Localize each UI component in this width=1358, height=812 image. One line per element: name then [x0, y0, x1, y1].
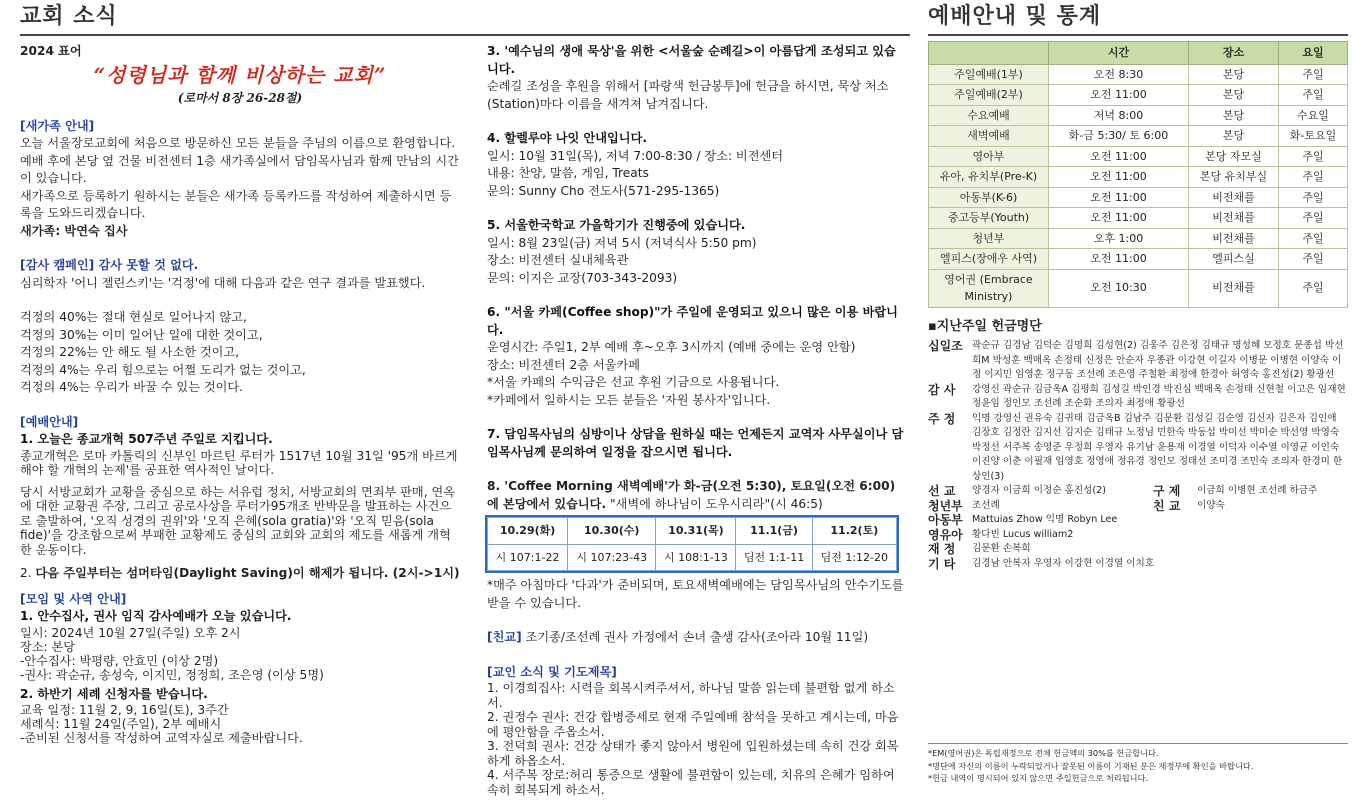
offering-names: 이양숙	[1197, 499, 1225, 511]
service-cell: 비전채플	[1189, 208, 1279, 229]
offering-label: 십일조	[928, 339, 963, 353]
service-cell: 오전 11:00	[1049, 85, 1189, 106]
service-cell: 저녁 8:00	[1049, 105, 1189, 126]
service-cell: 주일	[1279, 167, 1348, 188]
offering-row	[928, 542, 1348, 557]
daylight-notice: 2. 다음 주일부터는 섬머타임(Daylight Saving)이 해제가 됩니다. (2시->1시)	[20, 566, 460, 580]
schedule-header: 10.30(수)	[568, 518, 656, 545]
schedule-header: 11.2(토)	[812, 518, 896, 545]
service-table	[928, 41, 1348, 308]
offering-row	[928, 528, 1348, 543]
service-cell: 본당	[1189, 85, 1279, 106]
service-row	[929, 64, 1348, 85]
baptism-line: 교육 일정: 11월 2, 9, 16일(토), 3주간	[20, 703, 229, 717]
news-title: 교회 소식	[20, 4, 118, 29]
thanks-line: 걱정의 30%는 이미 일어난 일에 대한 것이고,	[20, 327, 263, 342]
schedule-header: 10.31(목)	[656, 518, 736, 545]
service-cell: 본당 유치부실	[1189, 167, 1279, 188]
schedule-cell: 시 108:1-13	[656, 544, 736, 571]
service-row	[929, 167, 1348, 188]
service-cell: 본당	[1189, 64, 1279, 85]
offering-names: 이금희 이병현 조선례 하금주	[1197, 485, 1318, 496]
motto-verse: (로마서 8장 26-28절)	[177, 91, 303, 105]
service-cell: 유아, 유치부(Pre-K)	[929, 167, 1049, 188]
newcomer-contact: 새가족: 박연숙 집사	[20, 223, 128, 238]
dawn-note: *매주 아침마다 '다과'가 준비되며, 토요새벽예배에는 담임목사님의 안수기도를 받을 수 있습니다.	[487, 578, 904, 610]
offering-row	[928, 339, 1348, 383]
service-header: 요일	[1279, 42, 1348, 65]
service-cell: 아동부(K-6)	[929, 187, 1049, 208]
service-row	[929, 126, 1348, 147]
offering-pair	[928, 484, 1348, 499]
pilgrimage-body: 순례길 조성을 후원을 위해서 [파랑색 헌금봉투]에 헌금을 하시면, 묵상 처소(Station)마다 이름을 새겨져 남겨집니다.	[487, 79, 889, 111]
service-cell: 주일	[1279, 64, 1348, 85]
service-row	[929, 85, 1348, 106]
schedule-cell: 딤전 1:1-11	[736, 544, 812, 571]
service-cell: 주일	[1279, 187, 1348, 208]
service-cell: 엘피스실	[1189, 249, 1279, 270]
service-row	[929, 187, 1348, 208]
offering-row	[928, 412, 1348, 485]
offering-names: 조선례	[972, 499, 1000, 511]
footnote: *EM(영어권)은 독립재정으로 전체 헌금액의 30%를 헌금합니다.	[928, 748, 1159, 758]
schedule-cell: 딤전 1:12-20	[812, 544, 896, 571]
dawn-schedule-table	[487, 517, 897, 571]
service-cell: 화-토요일	[1279, 126, 1348, 147]
offering-row	[928, 557, 1348, 572]
prayer-line: 1. 이경희집사: 시력을 회복시켜주셔서, 하나님 말씀 읽는데 불편함 없게 하소서.	[487, 681, 895, 710]
baptism-line: 세례식: 11월 24일(주일), 2부 예배시	[20, 717, 222, 731]
service-cell: 영아부	[929, 146, 1049, 167]
offering-names: 황다빈 Lucus william2	[972, 528, 1074, 540]
offering-pair	[928, 499, 1348, 514]
service-cell: 비전채플	[1189, 228, 1279, 249]
news-column-right	[487, 43, 905, 797]
service-cell: 오전 11:00	[1049, 249, 1189, 270]
service-row	[929, 228, 1348, 249]
thanks-line: 걱정의 4%는 우리 힘으로는 어쩔 도리가 없는 것이고,	[20, 362, 306, 377]
service-cell: 오전 11:00	[1049, 146, 1189, 167]
service-cell: 새벽예배	[929, 126, 1049, 147]
korean-school-line: 일시: 8월 23일(금) 저녁 5시 (저녁식사 5:50 pm)	[487, 235, 757, 250]
gathering-title: [모임 및 사역 안내]	[20, 591, 127, 606]
service-cell: 청년부	[929, 228, 1049, 249]
offering-label: 영유아	[928, 527, 963, 542]
offering-label: 친 교	[1153, 498, 1181, 513]
service-cell: 엘피스(장애우 사역)	[929, 249, 1049, 270]
pilgrimage-title: 3. '예수님의 생애 묵상'을 위한 <서울숲 순례길>이 아름답게 조성되고 있습니다.	[487, 44, 896, 76]
offering-row	[928, 499, 1153, 514]
service-cell: 화-금 5:30/ 토 6:00	[1049, 126, 1189, 147]
service-row	[929, 208, 1348, 229]
ordination-line: -안수집사: 박평량, 안효민 (이상 2명)	[20, 653, 219, 668]
hallelujah-line: 문의: Sunny Cho 전도사(571-295-1365)	[487, 183, 720, 198]
offering-names: 김문환 손복희	[972, 543, 1031, 554]
thanks-intro: 심리학자 '어니 젤린스키'는 '걱정'에 대해 다음과 같은 연구 결과를 발표했다.	[20, 275, 426, 290]
ordination-line: 일시: 2024년 10월 27일(주일) 오후 2시	[20, 625, 241, 640]
counsel-title: 7. 담임목사님의 심방이나 상담을 원하실 때는 언제든지 교역자 사무실이나 담임목사님께 문의하여 일정을 잡으시면 됩니다.	[487, 427, 904, 459]
offering-names: Mattuias Zhow 익명 Robyn Lee	[972, 514, 1118, 525]
service-cell: 오전 11:00	[1049, 187, 1189, 208]
news-header	[20, 0, 910, 36]
service-cell: 오전 11:00	[1049, 167, 1189, 188]
hallelujah-title: 4. 할렐루야 나잇 안내입니다.	[487, 131, 647, 145]
ordination-line: 장소: 본당	[20, 639, 76, 654]
service-cell: 비전채플	[1189, 269, 1279, 307]
korean-school-line: 문의: 이지은 교장(703-343-2093)	[487, 270, 678, 285]
schedule-cell: 시 107:23-43	[568, 544, 656, 571]
worship-column	[928, 41, 1348, 571]
newcomer-p1: 오늘 서울장로교회에 처음으로 방문하신 모든 분들을 주님의 이름으로 환영합니다. 예배 후에 본당 옆 건물 비전센터 1층 새가족실에서 담임목사님과 함께 만남의 시간이 있습니다.	[20, 136, 459, 185]
worship-notice-title: [예배안내]	[20, 414, 79, 429]
hallelujah-line: 일시: 10월 31일(목), 저녁 7:00-8:30 / 장소: 비전센터	[487, 148, 784, 163]
offering-row	[928, 484, 1153, 499]
offering-label: 구 제	[1153, 484, 1181, 498]
offering-label: 아동부	[928, 513, 963, 527]
thanks-line: 걱정의 22%는 안 해도 될 사소한 것이고,	[20, 345, 240, 359]
service-cell: 본당	[1189, 126, 1279, 147]
service-cell: 주일	[1279, 228, 1348, 249]
service-row	[929, 249, 1348, 270]
service-cell: 본당	[1189, 105, 1279, 126]
korean-school-line: 장소: 비전센터 실내체육관	[487, 253, 629, 267]
service-cell: 주일예배(2부)	[929, 85, 1049, 106]
service-cell: 본당 자모실	[1189, 146, 1279, 167]
reformation-p2: 당시 서방교회가 교황을 중심으로 하는 서유럽 정치, 서방교회의 면죄부 판매, 연옥에 대한 교황권 주장, 그리고 공로사상을 루터가95개조 반박문을 발표하는 사건으로 출발하여, '오직 성경의 권위'와 '오직 은혜(sola gratia)'와 '오직 믿음(sola fide)'을 강조함으로써 부패한 교황제도 중심의 교회와 교회의 제도를 새롭게 개혁한 운동이다.	[20, 484, 456, 557]
offering-names: 익명 강영신 권유숙 김귀태 김금옥B 김남주 김문환 김성길 김순영 김신자 김은자 김인애 김장호 김정란 김지선 김지순 김태규 노정님 민한숙 박동섭 박미선 박미순 박선영 박영숙 박정선 서주복 송영준 우정희 우영자 유기남 윤용재 이경열 이덕자 이수열 이영균 이인숙 이진양 이춘 이필재 임영호 정영애 정유경 정인모 정태선 조미경 조민숙 조의자 한경미 한상인(3)	[972, 412, 1343, 482]
offering-row	[1153, 499, 1348, 514]
ordination-title: 1. 안수집사, 권사 임직 감사예배가 오늘 있습니다.	[20, 609, 292, 623]
service-cell: 오전 10:30	[1049, 269, 1189, 307]
dawn-worship-title: 8. 'Coffee Morning 새벽예배'가 화-금(오전 5:30), 토요일(오전 6:00)에 본당에서 있습니다. "새벽에 하나님이 도우시리라"(시 46:5)	[487, 479, 896, 511]
offering-label: 주 정	[928, 411, 956, 426]
footnote: *헌금 내역이 명시되어 있지 않으면 주일헌금으로 처리됩니다.	[928, 773, 1149, 783]
service-row	[929, 105, 1348, 126]
service-row	[929, 269, 1348, 307]
service-cell: 영어권 (Embrace Ministry)	[929, 269, 1049, 307]
prayer-title: [교인 소식 및 기도제목]	[487, 664, 617, 679]
cafe-line: *서울 카페의 수익금은 선교 후원 기금으로 사용됩니다.	[487, 375, 780, 389]
service-header: 장소	[1189, 42, 1279, 65]
service-row	[929, 146, 1348, 167]
offering-row	[928, 513, 1348, 528]
reformation-p1: 종교개혁은 로마 카톨릭의 신부인 마르틴 루터가 1517년 10월 31일 '95개 바르게 해야 할 개혁의 논제'를 공표한 역사적인 날이다.	[20, 448, 458, 477]
footnotes	[928, 743, 1348, 785]
cafe-title: 6. "서울 카페(Coffee shop)"가 주일에 운영되고 있으니 많은 이용 바랍니다.	[487, 305, 898, 337]
cafe-line: 운영시간: 주일1, 2부 예배 후~오후 3시까지 (예배 중에는 운영 안함)	[487, 340, 856, 354]
service-cell: 오전 8:30	[1049, 64, 1189, 85]
church-motto: “성령님과 함께 비상하는 교회”	[93, 62, 387, 87]
schedule-header: 11.1(금)	[736, 518, 812, 545]
offering-label: 재 정	[928, 542, 956, 556]
offering-label: 감 사	[928, 382, 956, 397]
service-cell: 주일	[1279, 85, 1348, 106]
worship-title: 예배안내 및 통계	[928, 4, 1102, 29]
schedule-cell: 시 107:1-22	[488, 544, 568, 571]
news-column-left	[20, 43, 460, 745]
offering-names: 김경남 안복자 우영자 이강현 이경열 이치호	[972, 557, 1155, 569]
reformation-title: 1. 오늘은 종교개혁 507주년 주일로 지킵니다.	[20, 432, 273, 446]
offering-title: ▪지난주일 헌금명단	[928, 318, 1042, 334]
ordination-line: -권사: 곽순규, 송성숙, 이지민, 정정희, 조은영 (이상 5명)	[20, 667, 324, 682]
offering-names: 강영신 곽순규 김금옥A 김평희 김성길 박인경 박진심 백매옥 손정태 신현철 이고은 임재현 정윤임 정인모 조선례 조순화 조의자 최정애 황광선	[972, 383, 1346, 409]
service-cell: 주일예배(1부)	[929, 64, 1049, 85]
worship-header	[928, 0, 1348, 36]
prayer-line: 4. 서주복 장로:허리 통증으로 생활에 불편함이 있는데, 치유의 은혜가 임하여 속히 회복되게 하소서.	[487, 768, 895, 797]
offering-label: 청년부	[928, 498, 963, 513]
cafe-line: *카페에서 일하시는 모든 분들은 '자원 봉사자'입니다.	[487, 392, 771, 407]
offering-label: 기 타	[928, 556, 956, 571]
service-cell: 주일	[1279, 249, 1348, 270]
newcomer-title: [새가족 안내]	[20, 118, 95, 133]
prayer-line: 2. 권정수 권사: 건강 합병증세로 현재 주일예배 참석을 못하고 계시는데, 마음에 평안함을 주옵소서.	[487, 710, 899, 739]
congrats-notice: [친교] 조기종/조선례 권사 가정에서 손녀 출생 감사(조아라 10월 11일)	[487, 630, 869, 644]
offering-row	[1153, 484, 1348, 499]
newcomer-p2: 새가족으로 등록하기 원하시는 분들은 새가족 등록카드를 작성하여 제출하시면 등록을 도와드리겠습니다.	[20, 188, 452, 220]
offering-names: 양경자 이금희 이정순 홍진성(2)	[972, 485, 1106, 496]
baptism-line: -준비된 신청서를 작성하여 교역자실로 제출바랍니다.	[20, 731, 303, 745]
service-cell: 중고등부(Youth)	[929, 208, 1049, 229]
hallelujah-line: 내용: 찬양, 말씀, 게임, Treats	[487, 166, 649, 180]
baptism-title: 2. 하반기 세례 신청자를 받습니다.	[20, 686, 208, 701]
service-cell: 수요예배	[929, 105, 1049, 126]
offering-names: 곽순규 김경남 김덕순 김명희 김성현(2) 김웅주 김은정 김태규 명성혜 모정호 문종섭 박선희M 박성훈 백매옥 손정태 신정은 안순자 우종관 이강현 이길자 이병문 이병현 이양숙 이정 이지민 임영훈 정구동 조선례 조은영 주철환 최정애 한경아 허영숙 홍진성(2) 황광선	[972, 340, 1344, 380]
service-cell: 주일	[1279, 208, 1348, 229]
service-cell: 오후 1:00	[1049, 228, 1189, 249]
footnote: *명단에 자신의 이름이 누락되었거나 잘못된 이름이 기재된 분은 재정부에 확인을 바랍니다.	[928, 760, 1254, 771]
service-cell: 비전채플	[1189, 187, 1279, 208]
korean-school-title: 5. 서울한국학교 가을학기가 진행중에 있습니다.	[487, 218, 746, 232]
service-cell: 주일	[1279, 146, 1348, 167]
service-cell: 주일	[1279, 269, 1348, 307]
offering-label: 선 교	[928, 484, 956, 498]
prayer-line: 3. 전덕희 권사: 건강 상태가 좋지 않아서 병원에 입원하셨는데 속히 건강 회복하게 하옵소서.	[487, 739, 899, 768]
schedule-header: 10.29(화)	[488, 518, 568, 545]
service-header	[929, 42, 1049, 65]
thanks-line: 걱정의 4%는 우리가 바꿀 수 있는 것이다.	[20, 380, 244, 394]
thanks-title: [감사 캠페인] 감사 못할 것 없다.	[20, 258, 199, 272]
service-header: 시간	[1049, 42, 1189, 65]
offering-row	[928, 383, 1348, 412]
thanks-line: 걱정의 40%는 절대 현실로 일어나지 않고,	[20, 310, 247, 324]
year-label: 2024 표어	[20, 44, 82, 58]
cafe-line: 장소: 비전센터 2층 서울카페	[487, 357, 640, 372]
service-cell: 수요일	[1279, 105, 1348, 126]
service-cell: 오전 11:00	[1049, 208, 1189, 229]
